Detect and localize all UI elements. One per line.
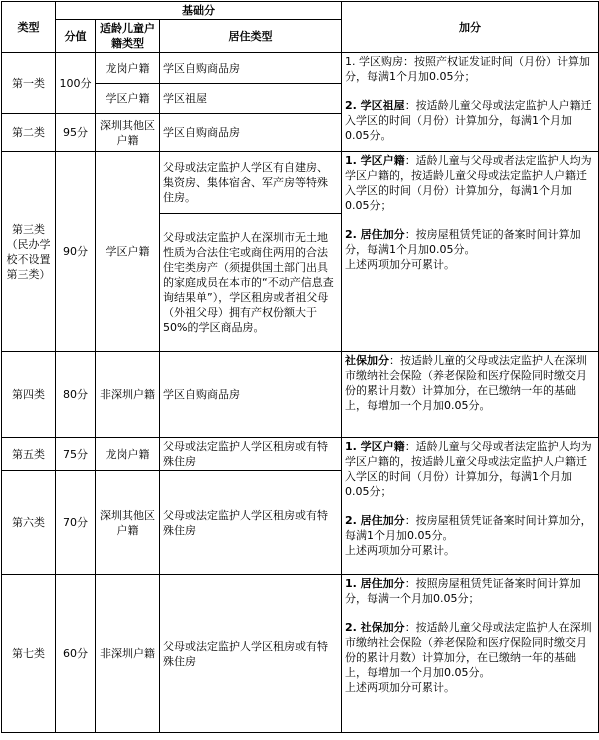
- type-cell: 第七类: [2, 575, 56, 733]
- score-cell: 70分: [56, 471, 96, 575]
- residence-cell: 父母或法定监护人学区租房或有特殊住房: [160, 438, 342, 471]
- bonus-cell: [342, 438, 599, 575]
- header-bonus: 加分: [342, 2, 599, 53]
- table-row: [2, 53, 599, 84]
- residence-cell: 父母或法定监护人学区租房或有特殊住房: [160, 471, 342, 575]
- bonus-text: ：按房屋租赁凭证备案时间计算加分，每满1个月加0.05分。: [345, 514, 592, 542]
- bonus-text: ：按适龄儿童父母或法定监护人在深圳市缴纳社会保险（养老保险和医疗保险同时缴交月份的累计月数）计算加分，在已缴纳一年的基础上，每增加一个月加0.05分。: [345, 621, 592, 679]
- bonus-note: 上述两项加分可累计。: [345, 544, 456, 557]
- bonus-text: 1. 学区购房：按照产权证发证时间（月份）计算加分，每满1个月加0.05分；: [345, 55, 591, 83]
- bonus-title: 2. 居住加分: [345, 228, 405, 241]
- type-cell: 第三类（民办学校不设置第三类）: [2, 152, 56, 352]
- hukou-cell: 深圳其他区户籍: [96, 114, 160, 152]
- table-row: [2, 152, 599, 214]
- table-row: [2, 352, 599, 438]
- bonus-title: 社保加分: [345, 354, 390, 367]
- bonus-text: ：按适龄儿童父母或法定监护人户籍迁入学区的时间（月份）计算加分，每满1个月加0.05分。: [345, 99, 592, 142]
- admission-score-table: [1, 1, 599, 733]
- residence-cell: 学区自购商品房: [160, 114, 342, 152]
- bonus-cell: [342, 53, 599, 152]
- header-residence: 居住类型: [160, 20, 342, 53]
- bonus-title: 1. 居住加分: [345, 577, 405, 590]
- bonus-text: ：适龄儿童与父母或者法定监护人均为学区户籍的，按适龄儿童父母或法定监护人户籍迁入学区的时间（月份）计算加分，每满1个月加0.05分；: [345, 440, 592, 498]
- residence-cell: 父母或法定监护人学区有自建房、集资房、集体宿舍、军产房等特殊住房。: [160, 152, 342, 214]
- score-cell: 100分: [56, 53, 96, 114]
- bonus-title: 2. 居住加分: [345, 514, 405, 527]
- residence-cell: 父母或法定监护人学区租房或有特殊住房: [160, 575, 342, 733]
- table-row: [2, 438, 599, 471]
- residence-cell: 学区祖屋: [160, 84, 342, 114]
- hukou-cell: 学区户籍: [96, 84, 160, 114]
- bonus-text: ：按房屋租赁凭证的备案时间计算加分，每满1个月加0.05分。: [345, 228, 581, 256]
- bonus-title: 2. 社保加分: [345, 621, 405, 634]
- bonus-cell: [342, 575, 599, 733]
- score-cell: 80分: [56, 352, 96, 438]
- hukou-cell: 非深圳户籍: [96, 575, 160, 733]
- header-hukou: 适龄儿童户籍类型: [96, 20, 160, 53]
- hukou-cell: 深圳其他区户籍: [96, 471, 160, 575]
- bonus-text: ：按适龄儿童的父母或法定监护人在深圳市缴纳社会保险（养老保险和医疗保险同时缴交月份的累计月数）计算加分，在已缴纳一年的基础上，每增加一个月加0.05分。: [345, 354, 588, 412]
- bonus-text: ：按照房屋租赁凭证备案时间计算加分，每满一个月加0.05分；: [345, 577, 581, 605]
- score-cell: 75分: [56, 438, 96, 471]
- bonus-title: 2. 学区祖屋: [345, 99, 405, 112]
- type-cell: 第四类: [2, 352, 56, 438]
- bonus-note: 上述两项加分可累计。: [345, 258, 456, 271]
- bonus-text: ：适龄儿童与父母或者法定监护人均为学区户籍的，按适龄儿童父母或法定监护人户籍迁入学区的时间（月份）计算加分，每满1个月加0.05分；: [345, 154, 592, 212]
- bonus-note: 上述两项加分可累计。: [345, 681, 456, 694]
- header-row-1: [2, 2, 599, 20]
- score-cell: 60分: [56, 575, 96, 733]
- bonus-cell: [342, 152, 599, 352]
- header-score: 分值: [56, 20, 96, 53]
- bonus-title: 1. 学区户籍: [345, 440, 405, 453]
- bonus-cell: [342, 352, 599, 438]
- residence-cell: 父母或法定监护人在深圳市无土地性质为合法住宅或商住两用的合法住宅类房产（须提供国土部门出具的家庭成员在本市的“不动产信息查询结果单”），学区租房或者祖父母（外祖父母）拥有产权份额大于50%的学区商品房。: [160, 214, 342, 352]
- hukou-cell: 学区户籍: [96, 152, 160, 352]
- table-row: [2, 575, 599, 733]
- score-cell: 90分: [56, 152, 96, 352]
- score-cell: 95分: [56, 114, 96, 152]
- type-cell: 第六类: [2, 471, 56, 575]
- hukou-cell: 龙岗户籍: [96, 53, 160, 84]
- header-basic: 基础分: [56, 2, 342, 20]
- hukou-cell: 非深圳户籍: [96, 352, 160, 438]
- type-cell: 第二类: [2, 114, 56, 152]
- type-cell: 第一类: [2, 53, 56, 114]
- type-cell: 第五类: [2, 438, 56, 471]
- hukou-cell: 龙岗户籍: [96, 438, 160, 471]
- header-type: 类型: [2, 2, 56, 53]
- residence-cell: 学区自购商品房: [160, 352, 342, 438]
- residence-cell: 学区自购商品房: [160, 53, 342, 84]
- bonus-title: 1. 学区户籍: [345, 154, 405, 167]
